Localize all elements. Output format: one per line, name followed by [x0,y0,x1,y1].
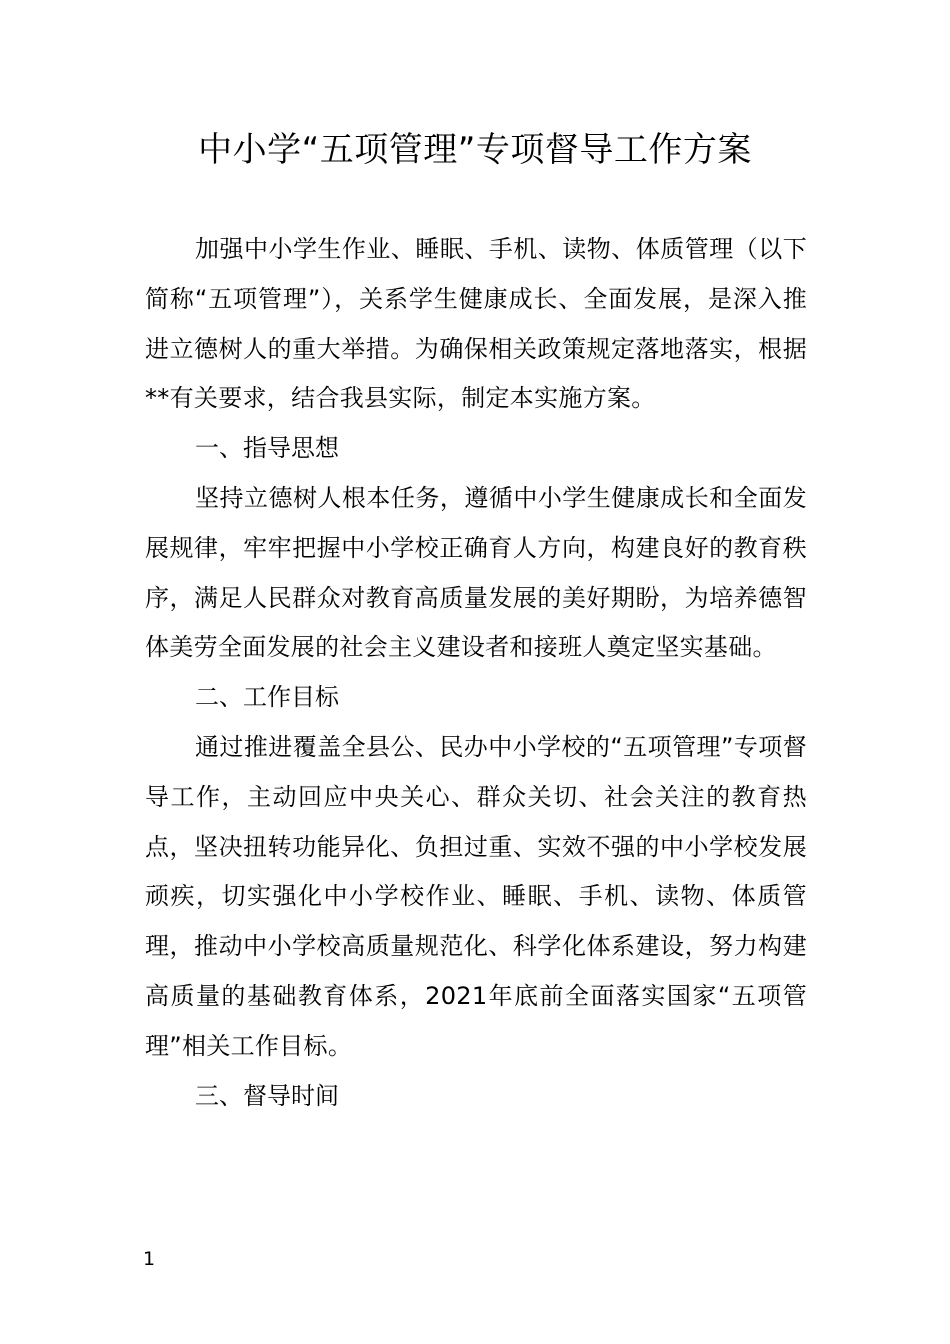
work-goals-paragraph: 通过推进覆盖全县公、民办中小学校的“五项管理”专项督导工作，主动回应中央关心、群众关切、社会关注的教育热点，坚决扭转功能异化、负担过重、实效不强的中小学校发展顽疾，切实强化中小学校作业、睡眠、手机、读物、体质管理，推动中小学校高质量规范化、科学化体系建设，努力构建高质量的基础教育体系，2021年底前全面落实国家“五项管理”相关工作目标。 [145,732,807,1060]
page-number: 1 [143,1248,156,1270]
guiding-ideology-paragraph: 坚持立德树人根本任务，遵循中小学生健康成长和全面发展规律，牢牢把握中小学校正确育人方向，构建良好的教育秩序，满足人民群众对教育高质量发展的美好期盼，为培养德智体美劳全面发展的社会主义建设者和接班人奠定坚实基础。 [145,483,807,662]
section-heading-work-goals: 二、工作目标 [195,683,339,712]
section-heading-guiding-ideology: 一、指导思想 [195,434,339,463]
intro-paragraph: 加强中小学生作业、睡眠、手机、读物、体质管理（以下简称“五项管理”），关系学生健康成长、全面发展，是深入推进立德树人的重大举措。为确保相关政策规定落地落实，根据**有关要求，结合我县实际，制定本实施方案。 [145,235,807,413]
section-heading-supervision-time: 三、督导时间 [195,1081,339,1110]
document-title: 中小学“五项管理”专项督导工作方案 [198,130,752,170]
document-body [145,225,807,1121]
